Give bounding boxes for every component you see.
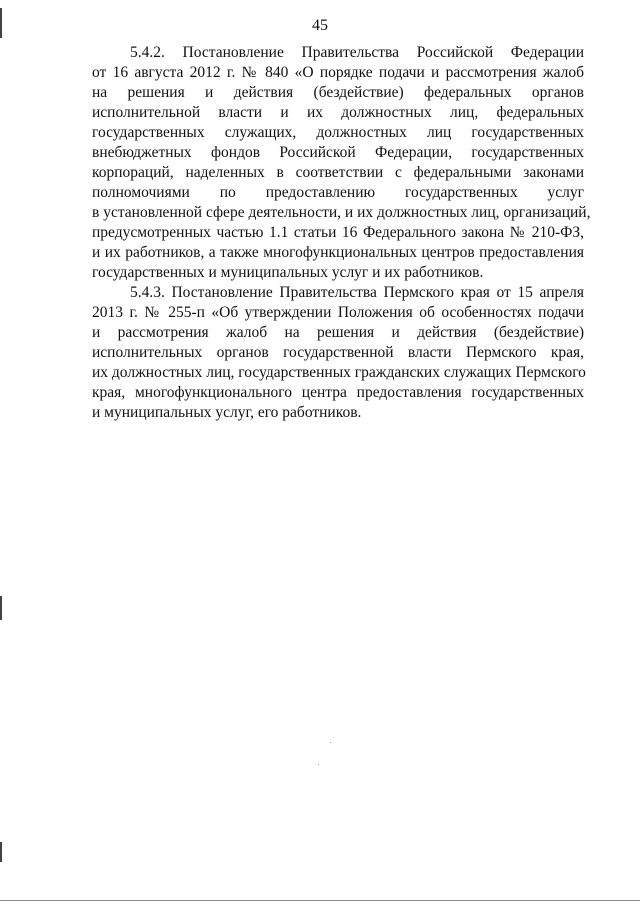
text-line: в установленной сфере деятельности, и их должностных лиц, организаций, xyxy=(92,204,591,221)
document-body xyxy=(92,43,591,423)
text-line: на решения и действия (бездействие) федеральных органов xyxy=(92,84,584,101)
text-line: исполнительной власти и их должностных лиц, федеральных xyxy=(92,104,584,121)
scan-speck xyxy=(318,764,319,765)
text-line: и их работников, а также многофункциональных центров предоставления xyxy=(92,244,584,261)
scan-bottom-edge xyxy=(0,900,640,901)
text-line: 2013 г. № 255-п «Об утверждении Положения об особенностях подачи xyxy=(92,304,584,321)
text-line: и рассмотрения жалоб на решения и действия (бездействие) xyxy=(92,324,584,341)
text-line: и муниципальных услуг, его работников. xyxy=(92,404,362,421)
text-line: государственных служащих, должностных лиц государственных xyxy=(92,124,584,141)
page-number: 45 xyxy=(312,17,328,34)
text-line: 5.4.3. Постановление Правительства Пермского края от 15 апреля xyxy=(130,284,584,301)
text-line: внебюджетных фондов Российской Федерации, государственных xyxy=(92,144,584,161)
paragraph-5-4-3 xyxy=(92,283,584,423)
scan-edge-mark xyxy=(0,596,2,620)
text-line: предусмотренных частью 1.1 статьи 16 Федерального закона № 210-ФЗ, xyxy=(92,224,584,241)
text-line: их должностных лиц, государственных гражданских служащих Пермского xyxy=(92,364,586,381)
text-line: полномочиями по предоставлению государственных услуг xyxy=(92,184,584,201)
text-line: от 16 августа 2012 г. № 840 «О порядке подачи и рассмотрения жалоб xyxy=(92,64,584,81)
text-line: 5.4.2. Постановление Правительства Российской Федерации xyxy=(130,44,584,61)
paragraph-5-4-2 xyxy=(92,43,591,283)
text-line: государственных и муниципальных услуг и их работников. xyxy=(92,264,484,281)
scan-edge-mark xyxy=(0,842,2,862)
text-line: корпораций, наделенных в соответствии с федеральными законами xyxy=(92,164,584,181)
text-line: края, многофункционального центра предоставления государственных xyxy=(92,384,584,401)
scan-speck xyxy=(330,742,331,743)
text-line: исполнительных органов государственной власти Пермского края, xyxy=(92,344,584,361)
